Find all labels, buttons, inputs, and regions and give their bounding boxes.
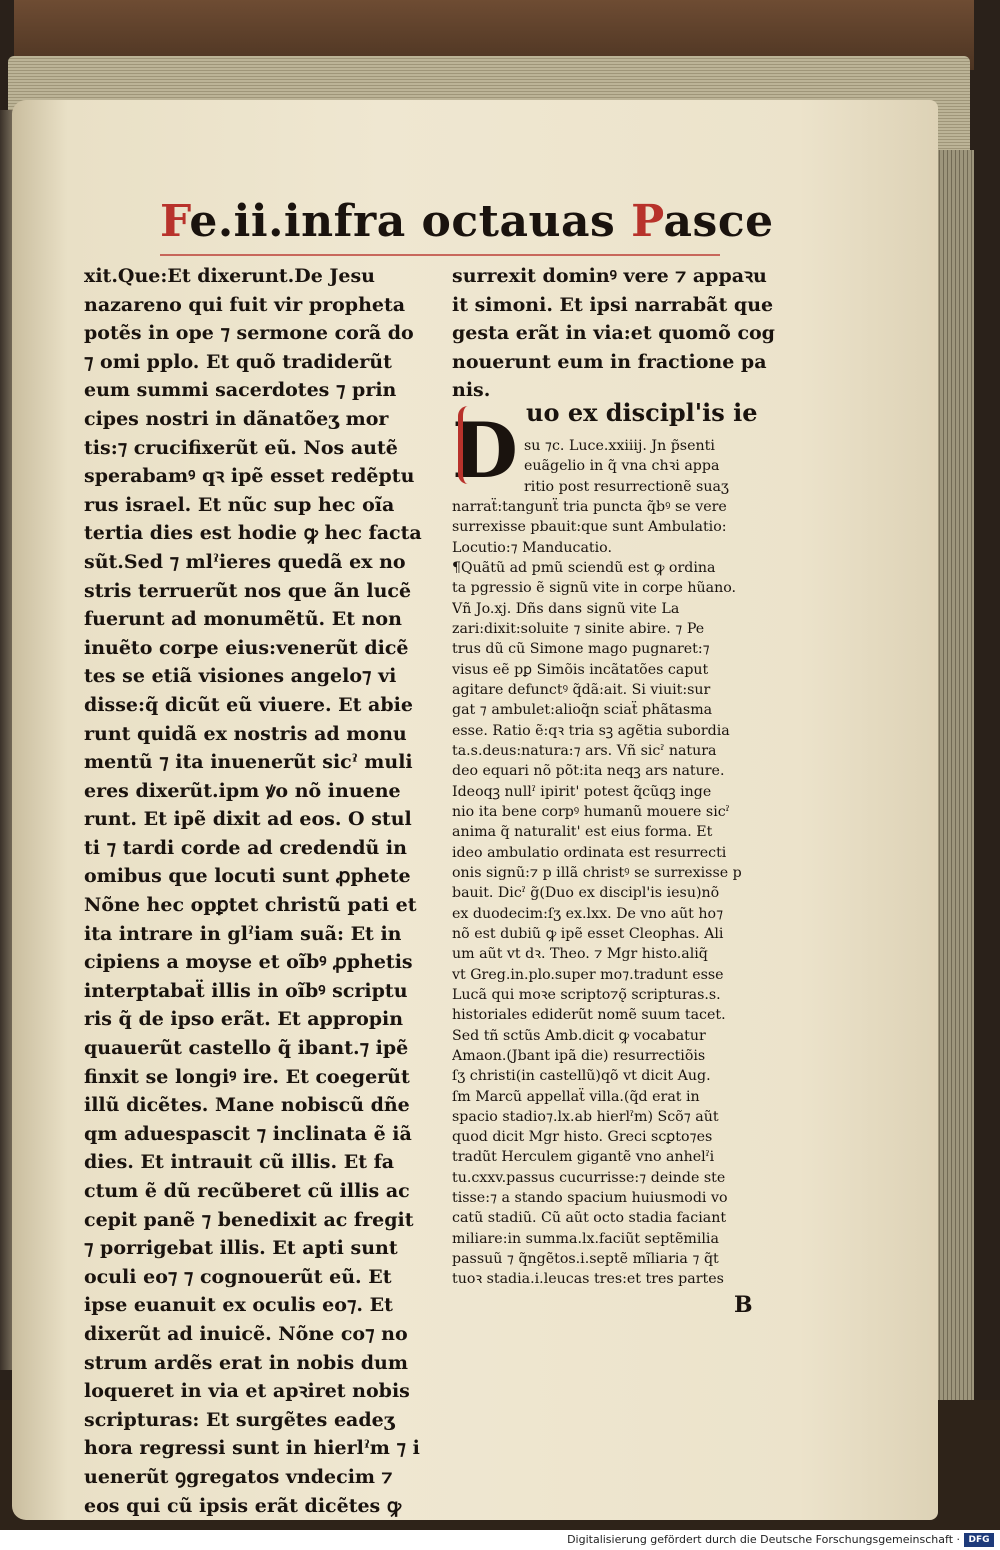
text-line: omibus que locuti sunt ꝓphete [84, 865, 411, 888]
text-line: sperabamꝰ qꝛ ipẽ esset redẽptu [84, 465, 415, 488]
text-line: agitare defunctꝰ q̃dã:ait. Si viuit:sur [452, 681, 711, 698]
text-line: visus eẽ pꝑ Simõis incãtatões caput [452, 661, 709, 678]
text-line: sũt.Sed ⁊ mlˀieres quedã ex no [84, 550, 406, 573]
text-line: catũ stadiũ. Cũ aũt octo stadia faciant [452, 1210, 727, 1227]
text-line: qm aduespascit ⁊ inclinata ẽ iã [84, 1122, 412, 1145]
text-line: runt. Et ipẽ dixit ad eos. O stul [84, 808, 412, 831]
text-line: nouerunt eum in fractione pa [452, 350, 767, 373]
text-line: surrexit dominꝰ vere ⁊ appaꝛu [452, 265, 767, 287]
text-line: ta pgressio ẽ signũ vite in corpe hũano. [452, 580, 737, 597]
left-text-column [84, 262, 434, 1517]
text-line: gesta erãt in via:et quomõ cog [452, 322, 775, 345]
signature-mark: B [734, 1292, 753, 1318]
text-line: gat ⁊ ambulet:alioq̃n sciaẗ phãtasma [452, 702, 713, 719]
text-line: runt quidã ex nostris ad monu [84, 722, 407, 745]
text-line: ¶Quãtũ ad pmũ sciendũ est ꝙ ordina [452, 559, 716, 576]
text-line: nis. [452, 379, 491, 402]
text-line: ipse euanuit ex oculis eo⁊. Et [84, 1294, 393, 1317]
text-line: tisse:⁊ a stando spacium huiusmodi vo [452, 1190, 728, 1207]
text-line: historiales ediderũt nomẽ suum tacet. [452, 1007, 726, 1024]
text-line: tu.cxxv.passus cucurrisse:⁊ deinde ste [452, 1169, 726, 1186]
text-line: cipes nostri in dãnatõeʒ mor [84, 407, 389, 430]
text-line: dixerũt ad inuicẽ. Nõne co⁊ no [84, 1322, 408, 1345]
dfg-logo: DFG [964, 1533, 994, 1547]
text-line: narraẗ:tangunẗ tria puncta q̃bꝰ se vere [452, 498, 727, 515]
text-line: disse:q̃ dicũt eũ viuere. Et abie [84, 693, 413, 716]
text-line: potẽs in ope ⁊ sermone corã do [84, 322, 414, 345]
text-line: xit.Que:Et dixerunt.De Jesu [84, 265, 375, 287]
text-line: strum ardẽs erat in nobis dum [84, 1351, 408, 1374]
text-line: ⁊ porrigebat illis. Et apti sunt [84, 1237, 398, 1260]
text-line: inuẽto corpe eius:venerũt dicẽ [84, 636, 409, 659]
text-line: vt Greg.in.plo.super mo⁊.tradunt esse [452, 966, 724, 983]
text-line: Nõne hec opꝑtet christũ pati et [84, 894, 417, 917]
text-line: illũ dicẽtes. Mane nobiscũ dñe [84, 1094, 410, 1117]
text-line: Amaon.(Jbant ipã die) resurrectiõis [452, 1047, 706, 1064]
text-line: Vñ Jo.xj. Dñs dans signũ vite La [452, 600, 680, 617]
lesson-heading: uo ex discipl'is ie [526, 398, 758, 427]
text-line: uenerũt ꝯgregatos vndecim ⁊ [84, 1465, 393, 1488]
text-line: ſʒ christi(in castellũ)qõ vt dicit Aug. [452, 1068, 711, 1085]
text-line: cipiens a moyse et oĩbꝰ ꝓphetis [84, 951, 413, 974]
text-line: Lucã qui moꝛe scripto⁊ǫ̃ scripturas.s. [452, 986, 721, 1003]
text-line: miliare:in summa.lx.faciũt septẽmilia [452, 1230, 719, 1247]
text-line: scripturas: Et surgẽtes eadeʒ [84, 1408, 395, 1431]
page-heading [160, 196, 774, 256]
text-line: dies. Et intrauit cũ illis. Et fa [84, 1151, 395, 1174]
text-line: finxit se longiꝰ ire. Et coegerũt [84, 1065, 410, 1088]
text-line: ta.s.deus:natura:⁊ ars. Vñ sicˀ natura [452, 742, 717, 759]
text-line: tuoꝛ stadia.i.leucas tres:et tres partes [452, 1271, 724, 1288]
text-line: ctum ẽ dũ recũberet cũ illis ac [84, 1180, 410, 1202]
text-line: rus israel. Et nũc sup hec oĩa [84, 493, 395, 516]
text-line: cepit panẽ ⁊ benedixit ac fregit [84, 1208, 414, 1231]
text-line: nõ est dubiũ ꝙ ipẽ esset Cleophas. Ali [452, 925, 724, 942]
funding-credit: Digitalisierung gefördert durch die Deutsche Forschungsgemeinschaft · [567, 1533, 960, 1546]
text-line: anima q̃ naturalit' est eius forma. Et [452, 824, 713, 841]
text-line: ex duodecim:ſʒ ex.lxx. De vno aũt ho⁊ [452, 905, 724, 922]
text-line: oculi eo⁊ ⁊ cognouerũt eũ. Et [84, 1265, 392, 1288]
text-line: mentũ ⁊ ita inuenerũt sicˀ muli [84, 751, 413, 774]
text-line: surrexisse pbauit:que sunt Ambulatio: [452, 519, 727, 536]
text-line: Locutio:⁊ Manducatio. [452, 539, 612, 556]
text-line: ritio post resurrectionẽ suaʒ [524, 478, 729, 495]
text-line: tes se etiã visiones angelo⁊ vi [84, 665, 397, 688]
text-line: quod dicit Mgr histo. Greci scꝑto⁊es [452, 1129, 713, 1146]
text-line: eres dixerũt.ipm ꝟo nõ inuene [84, 779, 401, 802]
text-line: euãgelio in q̃ vna chꝛi appa [524, 458, 720, 475]
text-line: su ⁊c. Luce.xxiiij. Jn p̃senti [524, 438, 715, 454]
text-line: esse. Ratio ẽ:qꝛ tria sꝫ agẽtia subordia [452, 722, 730, 739]
footer-bar [0, 1530, 1000, 1550]
text-line: spacio stadio⁊.lx.ab hierlˀm) Scõ⁊ aũt [452, 1108, 719, 1125]
text-line: ita intrare in glˀiam suã: Et in [84, 922, 402, 945]
text-line: ⁊ omi pplo. Et quõ tradiderũt [84, 350, 392, 373]
heading-red-rule [160, 254, 720, 256]
text-line: loqueret in via et apꝛiret nobis [84, 1380, 410, 1403]
text-line: stris terruerũt nos que ãn lucẽ [84, 579, 412, 602]
text-line: deo equari nõ põt:ita neqꝫ ars nature. [452, 763, 725, 780]
text-line: ris q̃ de ipso erãt. Et appropin [84, 1008, 404, 1031]
text-line: ideo ambulatio ordinata est resurrecti [452, 844, 727, 861]
commentary-text-column [452, 436, 792, 1296]
text-line: Ideoqꝫ nullˀ ipirit' potest q̃cũqꝫ inge [452, 783, 712, 800]
text-line: it simoni. Et ipsi narrabãt que [452, 293, 774, 316]
text-line: bauit. Dicˀ g̃(Duo ex discipl'is iesu)nõ [452, 885, 720, 902]
heading-text-end: asce [663, 196, 774, 247]
text-line: tis:⁊ crucifixerũt eũ. Nos autẽ [84, 436, 398, 459]
initial-letter: D [452, 406, 518, 495]
text-line: nazareno qui fuit vir propheta [84, 293, 406, 316]
heading-text: e.ii.infra octauas [189, 196, 616, 247]
text-line: eum summi sacerdotes ⁊ prin [84, 379, 397, 402]
right-column-continuation [452, 262, 790, 402]
text-line: passuũ ⁊ q̃ngẽtos.i.septẽ mĩliaria ⁊ q̃t [452, 1251, 719, 1268]
text-line: ti ⁊ tardi corde ad credendũ in [84, 836, 407, 859]
text-line: tradũt Herculem gigantẽ vno anhelˀi [452, 1149, 715, 1166]
heading-rubric-initial: F [160, 196, 190, 247]
text-line: ſm Marcũ appellaẗ villa.(q̃d erat in [452, 1088, 700, 1105]
heading-rubric-p: P [631, 196, 664, 247]
text-line: zari:dixit:soluite ⁊ sinite abire. ⁊ Pe [452, 620, 705, 637]
text-line: trus dũ cũ Simone mago pugnaret:⁊ [452, 641, 710, 658]
text-line: quauerũt castello q̃ ibant.⁊ ipẽ [84, 1037, 409, 1060]
text-line: hora regressi sunt in hierlˀm ⁊ i [84, 1437, 420, 1460]
text-line: fuerunt ad monumẽtũ. Et non [84, 608, 402, 631]
text-line: um aũt vt dꝛ. Theo. ⁊ Mgr histo.aliq̃ [452, 946, 708, 963]
text-line: tertia dies est hodie ꝙ hec facta [84, 522, 422, 545]
text-line: Sed tñ sctũs Amb.dicit ꝙ vocabatur [452, 1027, 706, 1044]
text-line: onis signũ:⁊ p illã christꝰ se surrexisse p [452, 864, 742, 881]
text-line: interptabaẗ illis in oĩbꝰ scriptu [84, 979, 408, 1002]
text-line: nio ita bene corpꝰ humanũ mouere sicˀ [452, 803, 730, 820]
text-line: eos qui cũ ipsis erãt dicẽtes ꝙ [84, 1494, 402, 1517]
